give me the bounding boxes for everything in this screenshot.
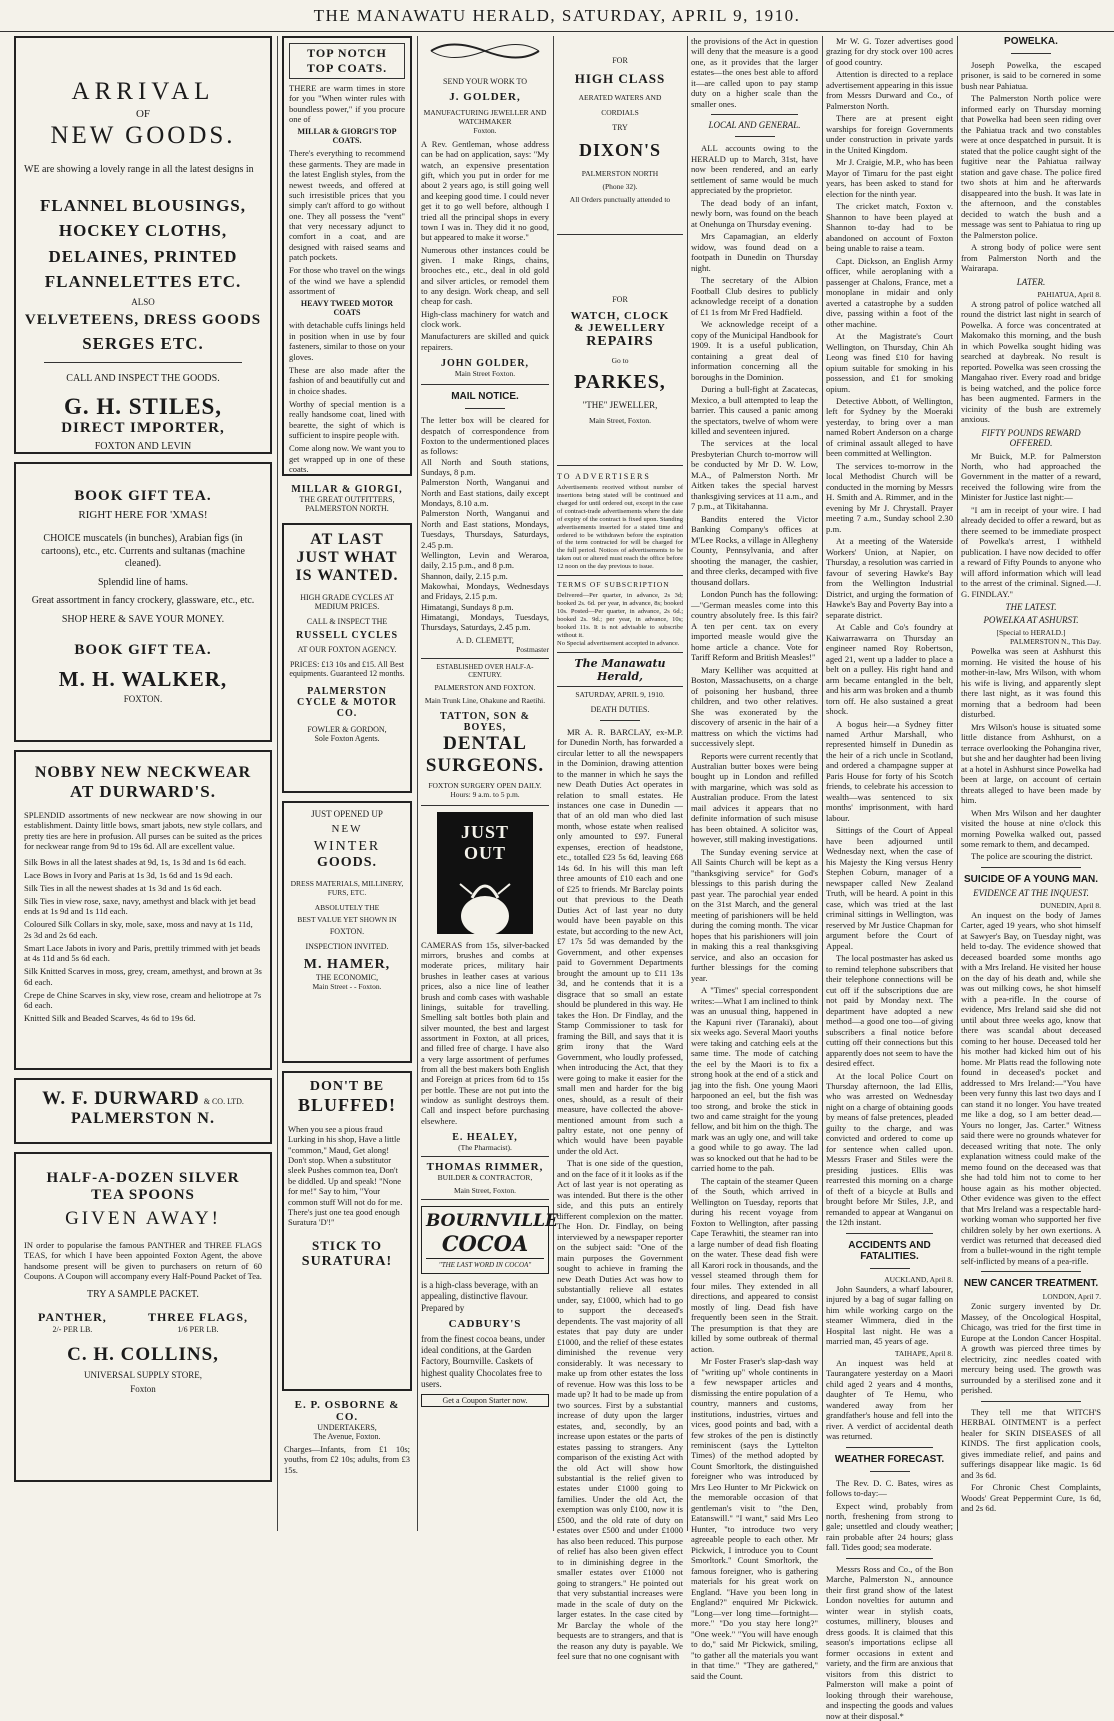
news-paragraph: The dead body of an infant, newly born, was found on the beach at Onehunga on Thursday evening.: [691, 197, 818, 229]
news-paragraph: The local postmaster has asked us to remind telephone subscribers that their telephone connections will be cut off if the subscriptions due are not paid by Monday next. The department have adopted a new method—a good one too—of giving subscribers a final notice before cutting off their connections but this apparently does not seem to have the desired effect.: [826, 953, 953, 1069]
column-rule: [822, 36, 823, 1531]
ad-name: J. GOLDER,: [449, 91, 521, 103]
article-title: DEATH DUTIES.: [590, 704, 650, 714]
mail-line: Himatangi, Mondays, Tuesdays, Thursdays, Saturdays, 2.45 p.m.: [421, 612, 549, 633]
ad-title: TEA SPOONS: [91, 1187, 195, 1203]
ad-name: JOHN GOLDER,: [440, 358, 530, 370]
ad-place: Foxton.: [473, 126, 497, 135]
ad-body: SHOP HERE & SAVE YOUR MONEY.: [61, 613, 225, 625]
ad-body: FOXTON SURGERY OPEN DAILY.: [428, 780, 542, 790]
tea-name: PANTHER,: [38, 1309, 107, 1324]
news-paragraph: At Cable and Co's foundry at Kaiwarrawarra on Thursday an engineer named Roy Robertson, aged 21, went up a ladder to place a belt on a pulley. His right hand and arm became entangled in the belt, and his arm was broken and a thumb torn off. He also sustained a great shock.: [826, 622, 953, 717]
ad-title: GOODS.: [316, 855, 378, 870]
ad-name: G. H. STILES,: [63, 393, 223, 419]
ad-body: from the finest cocoa beans, under ideal conditions, at the Garden Factory, Bournville. Caskets of highest quality Chocolates free to users.: [421, 1333, 545, 1389]
column-6: [826, 36, 953, 1721]
article-paragraph: the provisions of the Act in question will deny that the measure is a good one, as it provides that the larger estates—the ones best able to afford it—are called upon to pay stamp duty on a higher scale than the smaller ones.: [691, 36, 818, 109]
ad-body: There's everything to recommend these garments. They are made in the latest English styles, from the newest tweeds, and offered at such irresistible prices that you simply can't afford to go without one. They all possess the "vent" that very necessary adjunct to comfort in a coat, and are designed with raised seams and patch pockets.: [289, 148, 405, 263]
bournville-advert: [421, 1206, 558, 1274]
news-paragraph: The Sunday evening service at All Saints Church will be kept as a "thanksgiving service" for God's blessings to this parish during the past year. The parochial year ended on the 31st March, and the general meeting of parishioners will be held during the coming month. The vicar hopes that his parishioners will join in making this a real thanksgiving service, and also an occasion for further blessings for the coming year.: [691, 846, 818, 983]
ad-name: C. H. COLLINS,: [67, 1343, 219, 1365]
ad-body: MILLAR & GIORGI'S TOP COATS.: [297, 127, 397, 146]
article-paragraph: That is one side of the question, and on the face of it it looks as if the Act of last year is not operating as was intended. But there is the other side, and this puts an entirely different complexion on the matter. The Hon. Dr. Findlay, on being interviewed by a newspaper reporter on the subject said: "One of the main purposes the Government sought to achieve in framing the new Death Duties Act was how to substantially relieve all estates under, say, £1000, which had to go to support the deceased's dependents. The vast majority of all estates that pay duty are under £1000, and the relief of these estates diminished the revenue very considerably. It was necessary to make up from other estates the loss of revenue. How was this loss to be made up? It had to be made up from two sources. First by a substantial increase of duty upon the larger estates, and, secondly, by an increase upon estates or the parts of estates passing to strangers. Any comparison of the existing Act with the old Act will show how substantial is the relief given to estates under £1000 going to families. Under the old Act, the exemption was only £100, now it is £500, and the old rate of duty on estates over £500 and under £1000 has also been reduced. This purpose of relief has also been given effect to in diminishing degree in the smaller estates over £1000 not going to strangers." He pointed out that very substantial increases were made in the scale of duty on the larger estates. In the case cited by Mr Barclay the whole of the bequests are to strangers, and that is the reason any duty is payable. We feel sure that no one cognisant with: [557, 1158, 683, 1662]
ad-title: IS WANTED.: [295, 567, 399, 584]
news-paragraph: We acknowledge receipt of a copy of the Municipal Handbook for 1909. It is a useful publication, containing a great deal of information concerning all the boroughs in the Dominion.: [691, 319, 818, 382]
ad-title: WATCH, CLOCK: [570, 310, 670, 322]
ad-place: PALMERSTON NORTH.: [305, 504, 389, 513]
news-paragraph: At a meeting of the Waterside Workers' Union, at Napier, on Thursday, a resolution was carried in favour of severing Hawke's Bay from the Wellington Industrial District, and urging the formation of Hawke's Bay and Poverty Bay into a separate district.: [826, 536, 953, 620]
ad-body: CORDIALS: [601, 108, 639, 117]
ad-body: DRESS MATERIALS, MILLINERY, FURS, ETC.: [290, 879, 404, 897]
ad-place: Main Street, Foxton.: [588, 416, 652, 425]
price-line: Crepe de Chine Scarves in sky, view rose, cream and heliotrope at 7s 6d each.: [24, 989, 262, 1011]
ad-title: JUST OUT: [460, 821, 509, 863]
ad-name: & CO. LTD.: [203, 1097, 244, 1106]
ad-item: DELAINES, PRINTED: [48, 246, 238, 266]
price-line: Lace Bows in Ivory and Paris at 1s 3d, 1s 6d and 1s 9d each.: [24, 870, 233, 881]
price-line: Silk Bows in all the latest shades at 9d, 1s, 1s 3d and 1s 6d each.: [24, 857, 246, 868]
ad-body: FOR: [612, 295, 628, 304]
paper-nameplate: The Manawatu Herald,: [574, 656, 666, 683]
news-paragraph: The secretary of the Albion Football Club desires to publicly acknowledge receipt of a donation of £1 1s from Mr Fred Hadfield.: [691, 275, 818, 317]
news-paragraph: Bandits entered the Victor Banking Company's offices at M'Lee Rocks, a village in Allegheny County, Pennsylvania, and after shooting the manager, the cashier, and three clerks, decamped with five thousand dollars.: [691, 513, 818, 587]
ad-place: Foxton: [130, 1383, 156, 1394]
column-3: [421, 36, 558, 1407]
news-paragraph: Mary Kelliher was acquitted at Boston, Massachusetts, on a charge of poisoning her husband, three children, and two other relatives. She was exonerated by the discovery of arsenic in the hair of a mattress on which the victims had successively slept.: [691, 664, 818, 749]
ad-title: BOOK GIFT TEA.: [74, 488, 212, 504]
ad-body: with detachable cuffs linings held in position when in use by four fasteners, similar to those on your gloves.: [289, 320, 405, 362]
ad-place: FOXTON.: [123, 694, 163, 704]
ad-body: FOR: [612, 56, 628, 65]
durward-advert: [14, 750, 272, 1070]
news-paragraph: The police are scouring the district.: [971, 851, 1093, 862]
ad-body: ABSOLUTELY THE: [314, 903, 380, 912]
ad-subtitle: RIGHT HERE FOR 'XMAS!: [78, 509, 208, 521]
ad-body: RUSSELL CYCLES: [295, 630, 399, 641]
news-paragraph: A "Times" special correspondent writes:—What I am inclined to think was an unusual thing, happened in the Kapuni river (Taranaki), about six weeks ago. Several Maori youths were taking and catching eels at the same time. The mode of catching the eel by the Maori is to fix a strong hook at the end of a stick and jag into the fish. One young Maori harpooned an eel, but the fish was too strong, and broke the stick in two and came straight for the young fellow, and bit him on the thigh. The mark was an ugly one, and will take a good while to go away. The lad was so knocked out that he had to be carried home to the pah.: [691, 985, 818, 1174]
ad-title: WINTER: [313, 839, 381, 854]
ad-name: PALMERSTON CYCLE & MOTOR CO.: [296, 686, 398, 719]
news-paragraph: An inquest was held at Taurangatere yesterday on a Maori child aged 2 years and 4 months, daughter of Te Hemu, who wandered away from her grandfather's house and fell into the river. A verdict of accidental death was returned.: [826, 1357, 953, 1442]
ad-role: DIRECT IMPORTER,: [61, 419, 225, 436]
news-paragraph: During a bull-fight at Zacatecas, Mexico, a bull attempted to leap the barrier. This caused a panic among the spectators, twelve of whom were killed and seventeen injured.: [691, 384, 818, 436]
ad-title: SURGEONS.: [425, 754, 545, 776]
article-paragraph: MR A. R. BARCLAY, ex-M.P. for Dunedin North, has forwarded a circular letter to all the newspapers in the Dominion, drawing attention to the manner in which he says the new Death Duties Act operates in relation to small estates. He instances one case in Dunedin —that of an old man who died last month, whose estate when realised only amounted to £97. Funeral expenses, erection of headstone, etc., totalled £23 5s 6d, leaving £68 14s 6d. In his will this man left three amounts of £10 each and one of £25 to friends. Mr Barclay points out that previous to the Death Duties Act of last year no duty would have been payable on this estate, but according to the new Act, £7 17s 5d was demanded by the Government, and other expenses paid to Government Departments brought the amount up to £11 13s 3d, and he contends that it is a disgrace that so small an estate should be plundered in this way. He takes the Hon. Dr Findlay, and the Stamp Commissioner to task for framing the Bill, and says that it is grim irony that the Ward Government, who loudly professed, when introducing the Act, that they were going to make it easier for the small men and harder for the big ones, should, as a result of their measure, have collected the above-mentioned amount from such a paltry estate, not one penny of which would have been payable under the old Act.: [557, 726, 683, 1156]
tea-price: 1/6 PER LB.: [177, 1324, 219, 1334]
ad-place: The Avenue, Foxton.: [313, 1432, 381, 1441]
ad-title: BOOK GIFT TEA.: [74, 642, 212, 658]
ad-body: IN order to popularise the famous PANTHER and THREE FLAGS TEAS, for which I have been appointed Foxton Agent, the above handsome present will be given to purchasers on return of 60 Coupons. A Coupon will accompany every Half-Pound Packet of Tea.: [24, 1240, 262, 1282]
ad-body: When you see a pious fraud Lurking in his shop, Have a little "common," Maud, Get along! Don't stop. When a substitutor sleek Pushes common tea, Don't be diddled. Up and speak! "None for me!" Say to him, "Your common stuff Will not do for me. There's just one tea good enough Suratura 'D'!": [288, 1124, 403, 1228]
ad-title: STICK TO: [311, 1237, 383, 1253]
news-paragraph: ALL accounts owing to the HERALD up to March, 31st, have now been rendered, and an early settlement of same would be much appreciated by the proprietor.: [691, 143, 818, 196]
mail-line: Palmerston North, Wanganui and North and East stations, Mondays, Tuesdays, Thursdays, Saturdays, 2.45 p.m.: [421, 508, 549, 550]
news-paragraph: The services at the local Presbyterian Church to-morrow will be conducted by Mr D. W. Low, M.A., of Palmerston North. Mr Aitken takes the special harvest thanksgiving services at 11 a.m., and 7 p.m., at Tikitahanna.: [691, 438, 818, 512]
section-heading: NEW CANCER TREATMENT.: [963, 1278, 1099, 1290]
news-paragraph: John Saunders, a wharf labourer, injured by a bag of sugar falling on him while working cargo on the steamer Wimmera, died in the Hospital last night. He was a married man, 45 years of age.: [826, 1283, 953, 1347]
ad-item: HOCKEY CLOTHS,: [58, 221, 228, 240]
ad-title: AT LAST: [310, 531, 384, 548]
news-paragraph: A bogus heir—a Sydney fitter named Arthur Marshall, who represented himself in Dunedin as the heir of a rich uncle in Scotland, and ordered a champagne supper at Paris House for forty of his Scotch friends, to celebrate his accession to wealth—was sentenced to six months' imprisonment, with hard labour.: [826, 718, 953, 823]
ad-body: Splendid line of hams.: [98, 576, 188, 588]
ad-body: A Rev. Gentleman, whose address can be had on application, says: "My watch, an expensive presentation gift, which you put in order for me about 2 years ago, is still going well and keeping good time. I could never get it to go well before, although I tried all the principal shops in every town I was in. They did it no good, but appeared to make it worse.": [421, 139, 549, 243]
mail-line: All North and South stations, Sundays, 8 p.m.: [421, 456, 549, 477]
ad-role: Postmaster: [516, 644, 549, 654]
ad-body: CAMERAS from 15s, silver-backed mirrors, brushes and combs at moderate prices, military hair brushes in leather cases at various prices, also a nice line of leather brush and comb cases with washable linings, suitable for travelling. Smelling salt bottles both plain and silver mounted, the best and largest assortment in Foxton, at all prices, and filled free of charge. I have also a very large assortment of perfumes from all the best makers both English and Foreign at prices from 6d to 15s per bottle. These are not put into the window as sunlight destroys them. Call and inspect before purchasing elsewhere.: [421, 939, 549, 1126]
news-paragraph: At the Magistrate's Court Wellington, on Thursday, Chin Ah Leong was fined £10 for having opium suitable for smoking in his possession, and £1 for smoking opium.: [826, 331, 953, 394]
price-line: Silk Ties in view rose, saxe, navy, amethyst and black with jet bead ends at 1s 9d and 1s 11d each.: [24, 895, 256, 917]
mail-line: The letter box will be cleared for despatch of correspondence from Foxton to the undermentioned places as follows:: [421, 415, 549, 457]
ad-body: INSPECTION INVITED.: [305, 942, 389, 951]
ad-body: HEAVY TWEED MOTOR COATS: [300, 299, 394, 318]
ad-title: ARRIVAL: [71, 78, 215, 105]
news-paragraph: "I am in receipt of your wire. I had already decided to offer a reward, but as there seemed to be immediate prospect of Powelka's arrest, I withheld publication. I have now decided to offer a reward of Fifty Pounds to anyone who will afford information which will lead to the arrest of the criminal. Signed.—J. G. FINDLAY.": [961, 504, 1101, 599]
ad-role: "THE" JEWELLER,: [582, 400, 658, 410]
hamer-advert: [282, 801, 412, 1063]
ad-name: THOMAS RIMMER,: [426, 1161, 544, 1174]
ad-body: Numerous other instances could be given. I make Rings, chains, brooches etc., etc., deal in old gold and silver articles, or remodel them to any design. Work cheap, and sell cheap for cash.: [421, 244, 549, 307]
notice-body: Advertisements received without number of insertions being stated will be continued and charged for until ordered out, except in the case of contract-trade advertisements where the date of expiry of the contract is fixed upon. Standing advertisements inserted for a stated time and ordered to be withdrawn before the expiration of the term contracted for will be charged for the full period. Notices of advertisements to be taken out or altered must reach the office before 12 noon on the day previous to issue.: [557, 484, 683, 571]
ad-item: FLANNEL BLOUSINGS,: [40, 195, 246, 215]
column-rule: [417, 36, 418, 1531]
ad-body: SEND YOUR WORK TO: [443, 77, 527, 86]
ad-place: FOXTON AND LEVIN: [94, 440, 192, 452]
ornament-icon: [421, 36, 549, 66]
ad-title: TOP NOTCH: [307, 46, 387, 60]
millar-advert: [282, 36, 412, 476]
news-paragraph: Mr Buick, M.P. for Palmerston North, who had approached the Government in the matter of a reward, received the following wire from the Minister for Justice last night:—: [961, 450, 1101, 503]
section-subheading: LATER.: [1016, 276, 1046, 287]
price-line: Silk Knitted Scarves in moss, grey, cream, amethyst, and brown at 3s 6d each.: [24, 966, 262, 987]
column-rule: [277, 36, 278, 1531]
news-paragraph: When Mrs Wilson and her daughter visited the house at nine o'clock this morning Powelka walked out, passed some remark to them, and decamped.: [961, 807, 1101, 849]
news-paragraph: Mr W. G. Tozer advertises good grazing for dry stock over 100 acres of good country.: [826, 36, 953, 67]
ad-body: TRY A SAMPLE PACKET.: [87, 1289, 199, 1301]
ad-name: CADBURY'S: [448, 1317, 522, 1330]
ad-name: E. HEALEY,: [452, 1132, 518, 1144]
ad-role: MANUFACTURING JEWELLER AND WATCHMAKER: [423, 108, 547, 126]
masthead: THE MANAWATU HERALD, SATURDAY, APRIL 9, 1910.: [0, 0, 1114, 32]
ad-place: Sole Foxton Agents.: [314, 734, 380, 743]
top-notch-heading: [289, 43, 405, 79]
walker-advert: [14, 462, 272, 742]
russell-advert: [282, 523, 412, 793]
column-7: [961, 36, 1101, 1531]
news-paragraph: An inquest on the body of James Carter, aged 19 years, who shot himself at Sawyer's Bay, on Tuesday night, was held to-day. The evidence showed that deceased boarded some months ago with a Mrs Ireland. He visited her house on the day of his death and, while she was out milking cows, he shot himself with a pea-rifle. In the course of evidence, Mrs Ireland said she did not until about three weeks ago, know that there was scandal about deceased coming to her house. Deceased told her his mother had kicked him out of his home. Mr Platts read the following note found in deceased's pocket and addressed to Mrs Ireland:—"You have been very funny this last two days and I can stand it no longer. You have treated me like a dog, so I am better dead.—Yours no longer, Jas. Carter." Witness said there were no grounds whatever for deceased writing that note. The only explanation witness could make of the memo found on the deceased was that she had told him not to come to her house again as his mother objected. Other evidence was given to the effect that Mrs Ireland was a respectable hard-working woman who supported her five children solely by her own exertions. A verdict was returned that deceased died from a bullet-wound in the right temple self-inflicted by means of a pea-rifle.: [961, 909, 1101, 1266]
news-paragraph: There are at present eight warships for foreign Governments under construction in private yards in the United Kingdom.: [826, 113, 953, 155]
news-paragraph: Reports were current recently that Australian butter boxes were being bought up in London and refilled with margarine, which was sold as Australian produce. From the latest mail advices it appears that no definite information of such misuse has been obtained. A solicitor was, however, still making investigations.: [691, 750, 818, 845]
ad-title: COCOA: [441, 1231, 529, 1257]
section-heading: TERMS OF SUBSCRIPTION: [557, 580, 670, 590]
ad-title: HALF-A-DOZEN SILVER: [46, 1170, 240, 1186]
price-line: Silk Ties in all the newest shades at 1s 3d and 1s 6d each.: [24, 882, 222, 893]
ad-title: JUST OPENED UP: [311, 809, 383, 819]
ad-title: BOURNVILLE: [426, 1211, 558, 1232]
price-line: Coloured Silk Collars in sky, mole, saxe, moss and navy at 1s 11d, 2s 3d and 2s 6d each.: [24, 919, 253, 940]
ad-title: NEW: [331, 823, 363, 835]
ad-title: DENTAL: [443, 732, 527, 754]
ad-body: Come along now. We want you to get wrapped up in one of these coats.: [289, 443, 405, 475]
news-paragraph: Attention is directed to a replace advertisement appearing in this issue from Messrs Durward and Co., of Palmerston North.: [826, 69, 953, 111]
dateline: PALMERSTON N., This Day.: [1009, 637, 1101, 647]
ad-title: SURATURA!: [301, 1253, 393, 1269]
ad-title: & JEWELLERY: [574, 322, 666, 334]
dateline: DUNEDIN, April 8.: [1040, 900, 1101, 910]
column-4: [557, 36, 683, 1664]
news-paragraph: A strong body of police were sent from Palmerston North and the Wairarapa.: [961, 242, 1101, 274]
ad-body: These are also made after the fashion of and beautifully cut and in choice shades.: [289, 364, 405, 396]
ad-body: Main Trunk Line, Ohakune and Raetihi.: [424, 695, 546, 705]
price-line: Knitted Silk and Beaded Scarves, 4s 6d to 19s 6d.: [24, 1012, 196, 1023]
column-rule: [687, 36, 688, 1531]
ad-body: For those who travel on the wings of the wind we have a splendid assortment of: [289, 265, 405, 297]
just-out-image: [437, 812, 533, 934]
paper-date: SATURDAY, APRIL 9, 1910.: [575, 689, 665, 699]
dateline: PAHIATUA, April 8.: [1037, 289, 1101, 299]
ad-role: THE ECONOMIC,: [315, 973, 379, 982]
ad-body: (Phone 32).: [602, 182, 638, 191]
ad-place: PALMERSTON AND FOXTON.: [434, 682, 536, 692]
ad-title: BLUFFED!: [298, 1095, 396, 1115]
news-paragraph: London Punch has the following:—"German measles come into this country absolutely free. Is this fair? A ten per cent. tax on every imported measle would give the home article a chance. Vote for Tariff Reform and British Measles!": [691, 589, 818, 663]
column-rule: [553, 36, 554, 1531]
ad-body: SPLENDID assortments of new neckwear are now showing in our establishment. Dainty little bows, smart jabots, new style collars, and pretty ties are here in profusion. All purses can be suited as the prices for neckwear range from 9d to 19s 6d. All are excellent value.: [24, 810, 262, 852]
collins-advert: [14, 1152, 272, 1482]
ad-name: M. H. WALKER,: [58, 667, 228, 691]
ad-place: PALMERSTON N.: [71, 1110, 215, 1127]
ad-body: FOXTON.: [329, 927, 365, 936]
news-paragraph: The Palmerston North police were informed early on Thursday morning that Powelka had been seen riding over the Pahiatua track and two constables were at once despatched in pursuit. It is stated that the police caught sight of the fugitive near the Pahiatua railway station and gave chase. The police fired two shots at him and he afterwards disappeared into the bush. It was late in the afternoon, and the constables decided to watch the bush and a message was sent to Pahiatua to ring up the Palmerston police.: [961, 93, 1101, 240]
price-line: Smart Lace Jabots in ivory and Paris, prettily trimmed with jet beads at 4s 11d and 5s 6d each.: [24, 942, 261, 964]
ad-title: NEW GOODS.: [50, 122, 236, 149]
ad-body: Go to: [611, 356, 629, 365]
column-2: [282, 36, 412, 1475]
ad-body: AT OUR FOXTON AGENCY.: [297, 645, 397, 654]
section-heading: WEATHER FORECAST.: [834, 1453, 945, 1465]
news-paragraph: The services to-morrow in the local Methodist Church will be conducted in the morning by Messrs H. Smith and A. Rimmer, and in the evening by Mr J. Chrystall. Prayer meeting 7 a.m., Sunday school 2.30 p.m.: [826, 460, 953, 534]
news-paragraph: A strong patrol of police watched all round the district last night in search of Powelka. A force was concentrated at Makomako this morning, and the bush in which Powelka sought hiding was searched at daybreak. No result is reported. Powelka was seen crossing the Mangahao river. Every road and bridge is being watched, and the police force has been augmented. Farmers in the vicinity of the bush are extremely anxious.: [961, 298, 1101, 425]
section-heading: POWELKA.: [1004, 36, 1058, 47]
news-paragraph: For Chronic Chest Complaints, Woods' Great Peppermint Cure, 1s 6d, and 2s 6d.: [961, 1482, 1101, 1514]
mail-line: Wellington, Levin and Weraroa, daily, 2.15 p.m., and 8 p.m.: [421, 549, 549, 571]
notice-body: No Special advertisement accepted in advance.: [557, 639, 680, 647]
bag-icon: [450, 864, 520, 944]
tea-name: THREE FLAGS,: [147, 1309, 248, 1324]
news-paragraph: The captain of the steamer Queen of the South, which arrived in Wellington on Tuesday, reports that during his recent voyage from Foxton to Wellington, after passing Cape Terawhiti, the steamer ran into a large number of dead fish floating on the water. These dead fish were all Karori rock in thousands, and the vessel steamed through them for four miles. They extended in all directions, and appeared to consist mostly of ling. Dead fish have frequently been seen in the Strait. The presumption is that they are killed by some outbreak of thermal action.: [691, 1175, 818, 1354]
ad-body: WE are showing a lovely range in all the latest designs in: [24, 164, 254, 175]
news-paragraph: The cricket match, Foxton v. Shannon to have been played at Shannon to-day had to be abandoned on account of Foxton being unable to raise a team.: [826, 201, 953, 254]
ad-role: THE GREAT OUTFITTERS,: [299, 495, 395, 504]
ad-body: HIGH GRADE CYCLES AT MEDIUM PRICES.: [300, 593, 394, 611]
ad-body: Hours: 9 a.m. to 5 p.m.: [450, 789, 520, 799]
ad-title: GIVEN AWAY!: [65, 1208, 221, 1229]
ad-name: W. F. DURWARD: [42, 1088, 200, 1109]
section-subheading: THE LATEST.: [1005, 602, 1057, 613]
ad-name: DIXON'S: [578, 140, 661, 160]
ad-body: Worthy of special mention is a really handsome coat, lined with bearette, the sight of which is sufficient to inspire people with.: [289, 398, 405, 441]
ad-body: AERATED WATERS AND: [578, 93, 662, 102]
ad-body: CALL AND INSPECT THE GOODS.: [66, 372, 220, 384]
ad-body: is a high-class beverage, with an appealing, distinctive flavour. Prepared by: [421, 1280, 538, 1313]
ad-name: FOWLER & GORDON,: [307, 725, 387, 734]
news-paragraph: They tell me that WITCH'S HERBAL OINTMENT is a perfect healer for SKIN DISEASES of all KINDS. The first application cools, gives immediate relief, and pains and sufferings disappear like magic. 1s 6d and 3s 6d.: [961, 1406, 1101, 1480]
news-paragraph: Powelka was seen at Ashhurst this morning. He visited the house of his mother-in-law, Mrs Wilson, with whom his wife is living, and apparently slept there last night, as it was found this morning that a bedroom had been disturbed.: [961, 646, 1101, 720]
stiles-advert: [14, 36, 272, 454]
ad-body: CALL & INSPECT THE: [306, 617, 388, 626]
ad-place: Main Street - - Foxton.: [312, 982, 382, 991]
dateline: TAIHAPE, April 8.: [894, 1348, 953, 1358]
news-paragraph: Expect wind, probably from north, freshening from strong to gale; unsettled and cloudy weather; rain probable after 24 hours; glass fall. Tides good; sea moderate.: [826, 1500, 953, 1553]
ad-body: ALSO: [131, 296, 155, 307]
column-rule: [957, 36, 958, 1531]
ad-name: PARKES,: [574, 371, 666, 393]
notice-body: Delivered—Per quarter, in advance, 2s 3d; booked 2s. 6d. per year, in advance, 8s; booked 10s. Posted—Per quarter, in advance, 2s 6d.; booked 2s. 9d.; per year, in advance, 10s; booked 11s. It is not advisable to subscribe without it.: [557, 592, 683, 639]
news-paragraph: Capt. Dickson, an English Army officer, while aeroplaning with a passenger at Chalons, France, met a monoplane in midair and only averted a catastrophe by a sudden dive, passing within a foot of the other machine.: [826, 255, 953, 329]
ad-title: OF: [135, 108, 151, 120]
news-paragraph: Joseph Powelka, the escaped prisoner, is said to be cornered in some bush near Pahiatua.: [961, 60, 1101, 91]
tea-price: 2/- PER LB.: [52, 1324, 93, 1334]
durward-price-list: [24, 857, 262, 1023]
news-paragraph: Mr Foster Fraser's slap-dash way of "writing up" whole continents in a few newspaper articles and dismissing the entire population of a country, manners and customs, institutions, industries, virtues and vices, good points and bad, with a few strokes of the pen is distinctly reminiscent (says the Lyttelton Times) of the method adopted by Count Smorltork, the distinguished foreigner who was introduced by Mrs Leo Hunter to Mr Pickwick on the memorable occasion of that gentleman's visit to "the Den, Eatanswill." "I want," said Mrs Leo Hunter, "to introduce two very agreeable people to each other. Mr Pickwick, I introduce you to Count Smorltork." Count Smorltork, the famous foreigner, who is gathering materials for his great work on England. "Have you been long in England?" enquired Mr Pickwick. "Long—ver long time—fortnight—more." "Do you stay here long?" "One week." "You will have enough to do," said Mr Pickwick, smiling, "to gather all the materials you want in that time." "They are gathered," said the Count.: [691, 1356, 818, 1681]
column-1: [14, 36, 272, 1490]
mail-notice: [421, 415, 549, 633]
section-subheading: POWELKA AT ASHURST.: [983, 615, 1079, 626]
section-heading: TO ADVERTISERS: [557, 472, 651, 481]
ad-name: M. HAMER,: [303, 957, 391, 972]
ad-role: (The Pharmacist).: [458, 1143, 512, 1153]
mail-line: Makowhai, Mondays, Wednesdays and Fridays, 2.15 p.m.: [421, 580, 549, 602]
news-paragraph: Mrs Wilson's house is situated some little distance from Ashhurst, on a terrace overlooking the Pohangina river, but she and her daughter had been living at a hotel in Ashhurst since Powelka had been at large, on account of certain threats alleged to have been made by him.: [961, 721, 1101, 806]
ad-body: Great assortment in fancy crockery, glassware, etc., etc.: [31, 595, 255, 606]
ad-name: MILLAR & GIORGI,: [291, 484, 403, 495]
news-paragraph: Messrs Ross and Co., of the Bon Marche, Palmerston N., announce their first grand show of the latest London novelties for autumn and winter wear in stylish coats, costumes, millinery, blouses and dress goods. It is claimed that this season's importations eclipse all former occasions in extent and variety, and the firm are anxious that visitors from this district to Palmerston will make a point of looking through their warehouse, and inspecting the goods and values now at their disposal.*: [826, 1563, 953, 1721]
mail-line: Himatangi, Sundays 8 p.m.: [421, 601, 514, 612]
ad-title: JUST WHAT: [296, 549, 398, 566]
ad-role: UNIVERSAL SUPPLY STORE,: [83, 1369, 203, 1380]
news-paragraph: Mr J. Craigie, M.P., who has been Mayor of Timaru for the past eight years, has been asked to stand for election for the ninth year.: [826, 157, 953, 199]
news-paragraph: Mrs Capamagian, an elderly widow, was found dead on a footpath in Dunedin on Thursday night.: [691, 231, 818, 273]
ad-title: HIGH CLASS: [574, 71, 666, 86]
section-heading: ACCIDENTS AND FATALITIES.: [848, 1239, 931, 1262]
dateline: LONDON, April 7.: [1042, 1292, 1101, 1302]
ad-body: Manufacturers are skilled and quick repairers.: [421, 331, 549, 352]
ad-place: Main Street, Foxton.: [453, 1186, 517, 1196]
ad-body: All Orders punctually attended to: [569, 195, 671, 204]
column-5: [691, 36, 818, 1681]
ad-body: Charges—Infants, from £1 10s; youths, from £2 10s; adults, from £3 15s.: [284, 1444, 410, 1475]
ad-body: CHOICE muscatels (in bunches), Arabian figs (in cartoons), etc., etc. Currents and sultanas (machine cleaned).: [41, 533, 245, 569]
news-paragraph: Zonic surgery invented by Dr. Massey, of the Oncological Hospital, Chicago, was tried for the first time in Europe at the London Cancer Hospital. A growth was pierced three times by electricity, zinc needles coated with mercury being used. The growth was surrounded by a sterilised zone and it perished.: [961, 1301, 1101, 1396]
ad-title: DON'T BE: [309, 1079, 385, 1094]
news-paragraph: Detective Abbott, of Wellington, left for Sydney by the Moeraki yesterday, to bring over a man named Robert Anderson on a charge of criminal assault alleged to have been committed at Wellington.: [826, 395, 953, 459]
coupon-link: Get a Coupon Starter now.: [421, 1394, 549, 1407]
ad-role: BUILDER & CONTRACTOR,: [437, 1173, 533, 1183]
ad-body: ESTABLISHED OVER HALF-A-CENTURY.: [436, 662, 534, 679]
ad-name: TATTON, SON & BOYES,: [440, 710, 530, 733]
ad-item: SERGES ETC.: [82, 334, 204, 353]
ad-body: BEST VALUE YET SHOWN IN: [297, 915, 397, 924]
section-heading: SUICIDE OF A YOUNG MAN.: [963, 873, 1099, 885]
news-paragraph: The Rev. D. C. Bates, wires as follows to-day:—: [826, 1477, 953, 1499]
ad-body: High-class machinery for watch and clock work.: [421, 308, 549, 330]
dateline: AUCKLAND, April 8.: [884, 1274, 953, 1284]
ad-item: FLANNELETTES ETC.: [44, 272, 242, 291]
dateline: [Special to HERALD.]: [996, 628, 1066, 638]
mail-line: Shannon, daily, 2.15 p.m.: [421, 570, 508, 581]
section-subheading: EVIDENCE AT THE INQUEST.: [973, 887, 1089, 898]
ad-role: UNDERTAKERS,: [317, 1423, 377, 1432]
durward-name-box: [14, 1078, 272, 1144]
ad-title: NOBBY NEW NECKWEAR: [34, 764, 252, 781]
suratura-advert: [282, 1071, 412, 1391]
ad-title: AT DURWARD'S.: [70, 782, 216, 801]
section-heading: MAIL NOTICE.: [451, 391, 519, 403]
news-paragraph: At the local Police Court on Thursday afternoon, the lad Ellis, who was arrested on Wednesday night on a charge of obtaining goods by means of false pretences, pleaded guilty to the charge, and was convicted and ordered to come up for sentence when called upon. Messrs Fraser and Stiles were the presiding justices. Ellis was rearrested this morning on a charge of theft of a bicycle at Bulls and brought before Mr Stiles, J.P., and remanded to appear at Wanganui on the 12th instant.: [826, 1070, 953, 1228]
ad-item: VELVETEENS, DRESS GOODS: [24, 311, 262, 328]
section-heading: LOCAL AND GENERAL.: [708, 120, 801, 131]
ad-name: A. D. CLEMETT,: [456, 635, 514, 645]
ad-body: PRICES: £13 10s and £15. All Best equipments. Guaranteed 12 months.: [289, 660, 405, 678]
ad-body: THERE are warm times in store for you "When winter rules with boundless power," if you procure one of: [289, 83, 405, 125]
ad-place: Main Street Foxton.: [454, 369, 516, 379]
ad-name: E. P. OSBORNE & CO.: [294, 1399, 400, 1423]
ad-place: PALMERSTON NORTH: [581, 169, 659, 178]
mail-line: Palmerston North, Wanganui and North and East stations, daily except Mondays, 8.10 a.m.: [421, 477, 549, 509]
ad-title: TOP COATS.: [306, 61, 388, 75]
section-subheading: FIFTY POUNDS REWARD OFFERED.: [981, 427, 1081, 448]
ad-tagline: "THE LAST WORD IN COCOA": [426, 1258, 544, 1269]
ad-body: TRY: [612, 123, 628, 132]
news-paragraph: Sittings of the Court of Appeal have been adjourned until Wednesday next, when the case of his Majesty the King versus Henry Stephen Coburn, manager of a newspaper called New Zealand Truth, will be heard. A point in this case, which was tried at the last criminal sittings in Wellington, was reserved by Mr Justice Chapman for argument before the Court of Appeal.: [826, 825, 953, 951]
ad-title: REPAIRS: [586, 334, 654, 349]
